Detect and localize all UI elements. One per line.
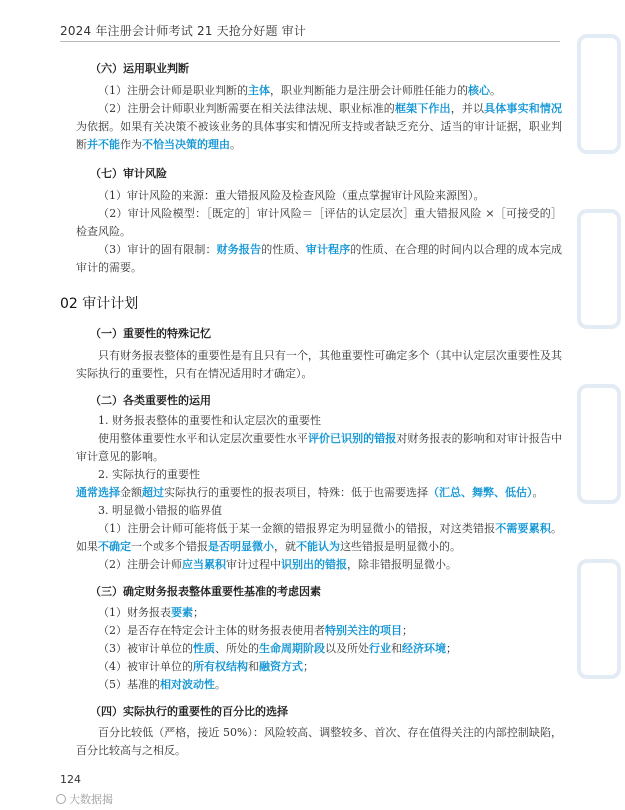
text: （1）财务报表 — [98, 606, 171, 619]
running-header: 2024 年注册会计师考试 21 天抢分好题 审计 — [60, 24, 307, 38]
logo-icon — [56, 794, 66, 804]
highlight-text: 特别关注的项目 — [325, 624, 402, 637]
highlight-text: 识别出的错报 — [281, 558, 347, 571]
highlight-text: 不恰当决策的理由 — [142, 138, 230, 151]
highlight-text: 并不能 — [87, 138, 120, 151]
watermark-block — [577, 384, 621, 504]
highlight-text: 性质 — [193, 642, 215, 655]
highlight-text: 通常选择 — [76, 486, 120, 499]
subsection-heading-7: （七）审计风险 — [90, 167, 167, 180]
highlight-text: 经济环境 — [402, 642, 446, 655]
text: 。 — [490, 84, 501, 97]
paragraph-t2-3 — [76, 520, 562, 556]
subsection-heading-4: （四）实际执行的重要性的百分比的选择 — [90, 705, 288, 718]
paragraph-t2-1 — [76, 430, 562, 466]
section-title: 02 审计计划 — [60, 296, 139, 312]
subsection-heading-3: （三）确定财务报表整体重要性基准的考虑因素 — [90, 585, 321, 598]
list-item-3 — [76, 640, 562, 658]
highlight-text: 是否明显微小 — [208, 540, 274, 553]
text: 、所处的 — [215, 642, 259, 655]
highlight-text: 不能认为 — [296, 540, 340, 553]
highlight-text: 不需要累积 — [495, 522, 551, 535]
subsection-heading-2: （二）各类重要性的运用 — [90, 394, 211, 407]
text: （4）被审计单位的 — [98, 660, 193, 673]
list-item-1 — [76, 604, 562, 622]
text: 金额 — [120, 486, 142, 499]
text: ； — [402, 624, 413, 637]
text: ； — [193, 606, 204, 619]
brand-logo — [56, 791, 113, 807]
text: ； — [446, 642, 457, 655]
paragraph-s6-1 — [76, 82, 562, 100]
text: 。如果 — [76, 522, 562, 553]
text: 作为 — [120, 138, 142, 151]
brand-text: 大数据揭 — [69, 793, 113, 806]
highlight-text: 不确定 — [98, 540, 131, 553]
text: （5）基准的 — [98, 678, 160, 691]
highlight-text: （汇总、舞弊、低估） — [428, 486, 533, 499]
highlight-text: 评价已识别的错报 — [307, 432, 397, 445]
text: （1）注册会计师是职业判断的 — [98, 84, 248, 97]
watermark-block — [577, 559, 621, 679]
text: 。 — [230, 138, 241, 151]
text: （3）被审计单位的 — [98, 642, 193, 655]
highlight-text: 融资方式 — [259, 660, 303, 673]
paragraph-t2-4 — [76, 556, 562, 574]
paragraph-t1: 只有财务报表整体的重要性是有且只有一个，其他重要性可确定多个（其中认定层次重要性及其实际执行的重要性，只有在情况适用时才确定）。 — [76, 349, 562, 380]
highlight-text: 相对波动性 — [160, 678, 215, 691]
text: 这些错报是明显微小的。 — [340, 540, 461, 553]
watermark-strip — [573, 34, 625, 734]
highlight-text: 应当累积 — [182, 558, 226, 571]
item-heading-3: 3. 明显微小错报的临界值 — [98, 504, 222, 517]
text: 以及所处 — [325, 642, 369, 655]
item-heading-2: 2. 实际执行的重要性 — [98, 468, 200, 481]
highlight-text: 核心 — [468, 84, 490, 97]
text: ，职业判断能力是注册会计师胜任能力的 — [270, 84, 468, 97]
text: ，并以 — [450, 102, 485, 115]
paragraph-t4: 百分比较低（严格，接近 50%）：风险较高、调整较多、首次、存在值得关注的内部控制缺陷，百分比较高与之相反。 — [76, 726, 562, 757]
watermark-block — [577, 34, 621, 154]
text: 对财务报表的影响和对审计报告中审计意见的影响。 — [76, 432, 563, 463]
subsection-heading-1: （一）重要性的特殊记忆 — [90, 327, 211, 340]
highlight-text: 所有权结构 — [193, 660, 248, 673]
text: （2）注册会计师 — [98, 558, 182, 571]
highlight-text: 主体 — [248, 84, 270, 97]
page-content — [60, 52, 563, 760]
list-item-4 — [76, 658, 562, 676]
paragraph-s7-2: （2）审计风险模型：［既定的］审计风险＝［评估的认定层次］重大错报风险 ×［可接受的］检查风险。 — [76, 207, 562, 238]
highlight-text: 超过 — [142, 486, 164, 499]
highlight-text: 具体事实和情况 — [484, 102, 563, 115]
paragraph-t2-2 — [76, 484, 562, 502]
highlight-text: 要素 — [171, 606, 193, 619]
list-item-2 — [76, 622, 562, 640]
text: 和 — [391, 642, 402, 655]
text: 的性质、在合理的时间内以合理的成本完成审计的需要。 — [76, 243, 563, 274]
item-heading-1: 1. 财务报表整体的重要性和认定层次的重要性 — [98, 414, 321, 427]
list-item-5 — [76, 676, 562, 694]
text: 。 — [532, 486, 544, 499]
highlight-text: 框架下作出 — [394, 102, 451, 115]
highlight-text: 生命周期阶段 — [259, 642, 325, 655]
text: 使用整体重要性水平和认定层次重要性水平 — [98, 432, 308, 445]
text: 和 — [248, 660, 259, 673]
text: 的性质、 — [261, 243, 306, 256]
page-number: 124 — [60, 773, 81, 786]
highlight-text: 财务报告 — [216, 243, 262, 256]
text: （3）审计的固有限制： — [98, 243, 217, 256]
highlight-text: 行业 — [369, 642, 391, 655]
paragraph-s7-3 — [76, 241, 562, 277]
text: 实际执行的重要性的报表项目，特殊：低于也需要选择 — [164, 486, 428, 499]
header-rule — [60, 41, 560, 42]
highlight-text: 审计程序 — [305, 243, 351, 256]
text: 。 — [215, 678, 226, 691]
paragraph-s6-2 — [76, 100, 562, 154]
subsection-heading-6: （六）运用职业判断 — [90, 62, 189, 75]
text: （2）注册会计师职业判断需要在相关法律法规、职业标准的 — [98, 102, 395, 115]
text: 一个或多个错报 — [131, 540, 208, 553]
text: ，除非错报明显微小。 — [347, 558, 457, 571]
text: （2）是否存在特定会计主体的财务报表使用者 — [98, 624, 325, 637]
text: ，就 — [274, 540, 296, 553]
text: 审计过程中 — [226, 558, 281, 571]
watermark-block — [577, 209, 621, 329]
text: （1）注册会计师可能将低于某一金额的错报界定为明显微小的错报，对这类错报 — [98, 522, 496, 535]
text: 为依据。如果有关决策不被该业务的具体事实和情况所支持或者缺乏充分、适当的审计证据，职业判断 — [76, 120, 562, 151]
paragraph-s7-1: （1）审计风险的来源：重大错报风险及检查风险（重点掌握审计风险来源图）。 — [98, 189, 485, 202]
text: ； — [303, 660, 314, 673]
